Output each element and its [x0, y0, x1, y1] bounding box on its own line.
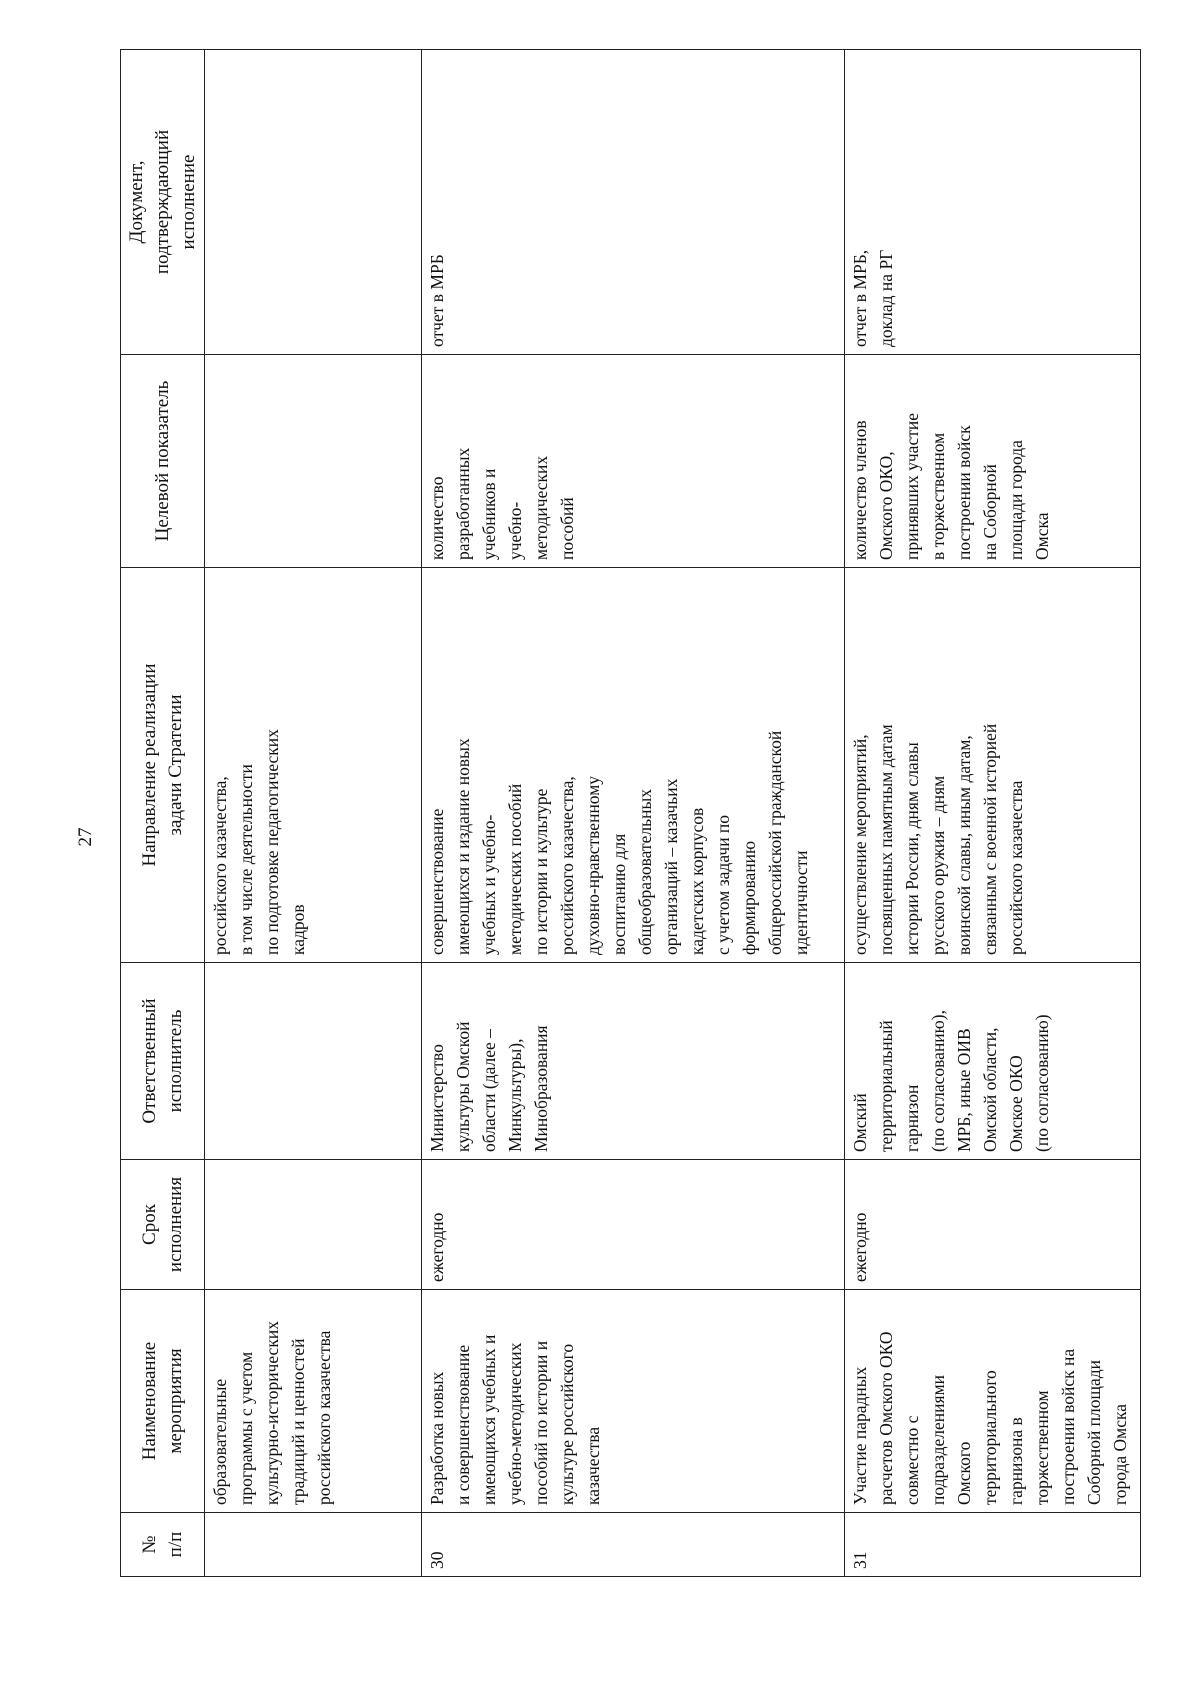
- table-row: [845, 50, 1141, 1577]
- table-header-row: [121, 50, 205, 1577]
- header-document: Документ, подтверждающий исполнение: [121, 50, 205, 355]
- cell-document: отчет в МРБ: [422, 50, 845, 355]
- cell-direction: российского казачества, в том числе деятельности по подготовке педагогических кадров: [205, 568, 422, 963]
- cell-num: 30: [422, 1513, 845, 1577]
- cell-direction: осуществление мероприятий, посвященных памятным датам истории России, дням славы русского оружия – дням воинской славы, иным датам, связанным с военной историей российского казачества: [845, 568, 1141, 963]
- cell-term: ежегодно: [845, 1160, 1141, 1290]
- table-row: [205, 50, 422, 1577]
- cell-document: [205, 50, 422, 355]
- header-executor: Ответственный исполнитель: [121, 963, 205, 1160]
- cell-executor: Министерство культуры Омской области (далее – Минкультуры), Минобразования: [422, 963, 845, 1160]
- cell-num: [205, 1513, 422, 1577]
- page-number: 27: [75, 827, 96, 847]
- header-name: Наименование мероприятия: [121, 1290, 205, 1513]
- cell-executor: [205, 963, 422, 1160]
- cell-executor: Омский территориальный гарнизон (по согласованию), МРБ, иные ОИВ Омской области, Омское ОКО (по согласованию): [845, 963, 1141, 1160]
- cell-document: отчет в МРБ, доклад на РГ: [845, 50, 1141, 355]
- action-plan-table: [120, 49, 1141, 1577]
- cell-term: ежегодно: [422, 1160, 845, 1290]
- table-row: [422, 50, 845, 1577]
- cell-name: образовательные программы с учетом культурно-исторических традиций и ценностей российского казачества: [205, 1290, 422, 1513]
- header-direction: Направление реализации задачи Стратегии: [121, 568, 205, 963]
- cell-indicator: [205, 355, 422, 568]
- cell-direction: совершенствование имеющихся и издание новых учебных и учебно- методических пособий по истории и культуре российского казачества, духовно-нравственному воспитанию для общеобразовательных организаций – казачьих кадетских корпусов с учетом задачи по формированию общероссийской гражданской идентичности: [422, 568, 845, 963]
- cell-indicator: количество разработанных учебников и учебно- методических пособий: [422, 355, 845, 568]
- cell-num: 31: [845, 1513, 1141, 1577]
- rotated-table-area: [120, 50, 1140, 1577]
- cell-term: [205, 1160, 422, 1290]
- header-term: Срок исполнения: [121, 1160, 205, 1290]
- rotated-table-frame: [120, 50, 1140, 1577]
- header-indicator: Целевой показатель: [121, 355, 205, 568]
- cell-indicator: количество членов Омского ОКО, принявших участие в торжественном построении войск на Соборной площади города Омска: [845, 355, 1141, 568]
- cell-name: Разработка новых и совершенствование имеющихся учебных и учебно-методических пособий по истории и культуре российского казачества: [422, 1290, 845, 1513]
- cell-name: Участие парадных расчетов Омского ОКО совместно с подразделениями Омского территориального гарнизона в торжественном построении войск на Соборной площади города Омска: [845, 1290, 1141, 1513]
- header-num: № п/п: [121, 1513, 205, 1577]
